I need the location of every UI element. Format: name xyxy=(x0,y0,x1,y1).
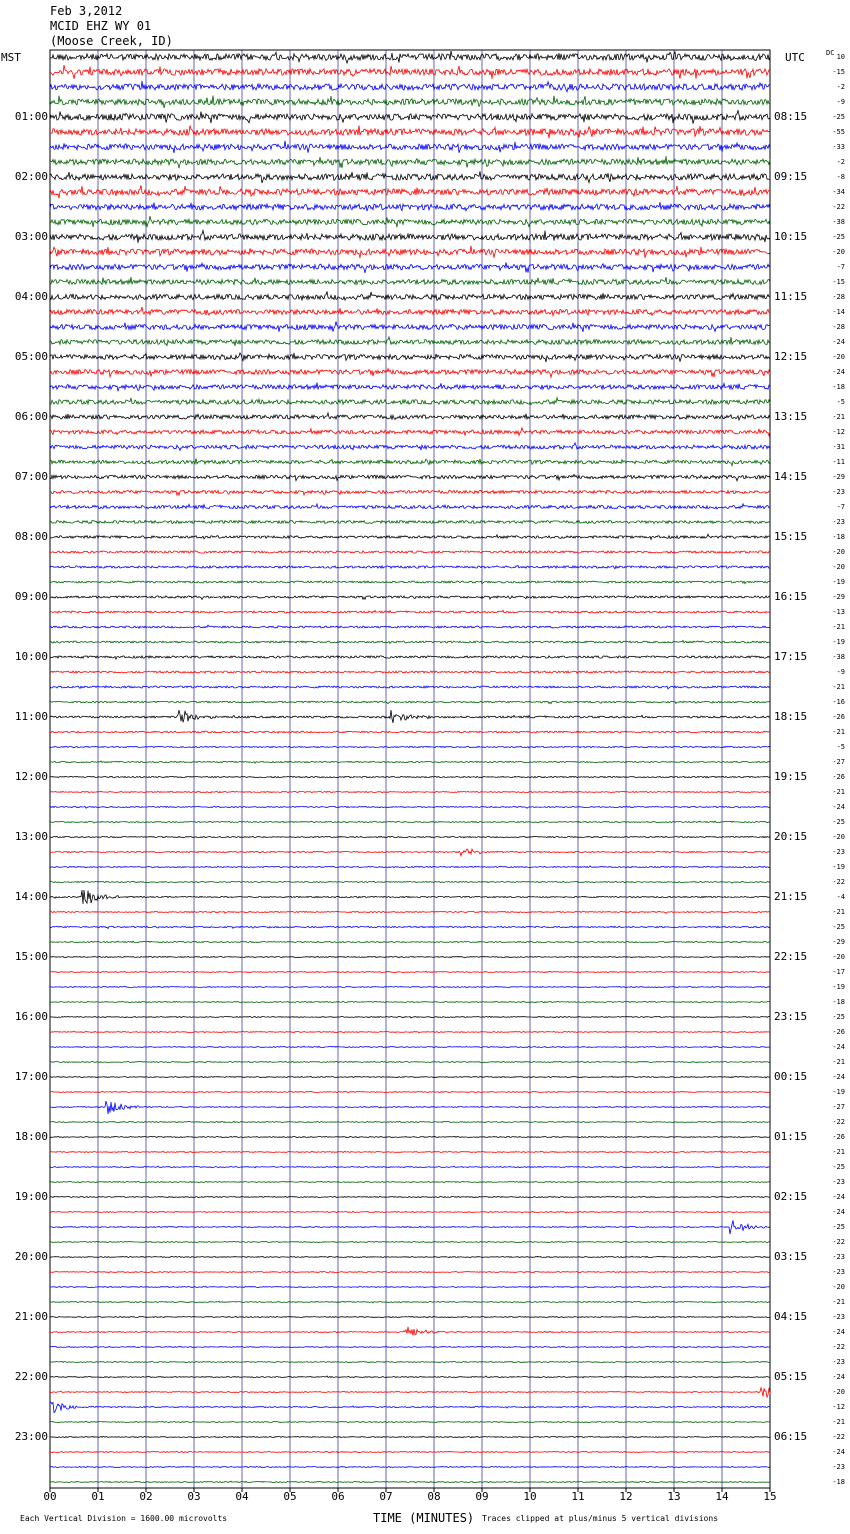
seismic-trace xyxy=(50,1196,770,1197)
dc-offset-value: -29 xyxy=(832,593,845,601)
dc-offset-value: -25 xyxy=(832,923,845,931)
dc-offset-value: -24 xyxy=(832,1043,845,1051)
x-tick-label: 13 xyxy=(667,1490,681,1503)
mst-hour-label: 22:00 xyxy=(14,1370,48,1383)
dc-offset-value: -23 xyxy=(832,488,845,496)
seismic-trace xyxy=(50,881,770,883)
station-location: (Moose Creek, ID) xyxy=(50,34,173,48)
mst-hour-label: 23:00 xyxy=(14,1430,48,1443)
seismic-trace xyxy=(50,1002,770,1003)
dc-offset-value: -24 xyxy=(832,1328,845,1336)
seismic-trace xyxy=(50,1046,770,1047)
dc-offset-value: -21 xyxy=(832,683,845,691)
dc-offset-value: -18 xyxy=(832,1478,845,1486)
seismic-trace xyxy=(50,1327,770,1336)
dc-offset-value: -24 xyxy=(832,1193,845,1201)
dc-offset-value: -5 xyxy=(836,743,845,751)
seismic-trace xyxy=(50,504,770,509)
utc-hour-label: 21:15 xyxy=(774,890,808,903)
seismic-trace xyxy=(50,987,770,988)
seismic-trace xyxy=(50,337,770,346)
record-date: Feb 3,2012 xyxy=(50,4,123,18)
x-tick-label: 14 xyxy=(715,1490,729,1503)
dc-offset-value: -26 xyxy=(832,773,845,781)
seismic-trace xyxy=(50,307,770,316)
dc-offset-value: -20 xyxy=(832,833,845,841)
seismic-trace xyxy=(50,1452,770,1454)
dc-offset-value: -23 xyxy=(832,1178,845,1186)
seismic-trace xyxy=(50,1220,770,1234)
mst-hour-label: 08:00 xyxy=(14,530,48,543)
dc-offset-value: -21 xyxy=(832,728,845,736)
seismic-trace xyxy=(50,610,770,613)
seismic-trace xyxy=(50,731,770,733)
seismic-trace xyxy=(50,171,770,183)
dc-offset-value: -34 xyxy=(832,188,845,196)
seismic-trace xyxy=(50,413,770,420)
seismic-trace xyxy=(50,791,770,793)
seismic-trace xyxy=(50,277,770,285)
dc-offset-value: -29 xyxy=(832,938,845,946)
dc-offset-value: -14 xyxy=(832,308,845,316)
mst-hour-label: 17:00 xyxy=(14,1070,48,1083)
station-code: MCID EHZ WY 01 xyxy=(50,19,152,33)
mst-hour-label: 03:00 xyxy=(14,230,48,243)
mst-hour-label: 09:00 xyxy=(14,590,48,603)
dc-offset-value: -21 xyxy=(832,413,845,421)
dc-offset-value: -22 xyxy=(832,878,845,886)
seismic-trace xyxy=(50,398,770,405)
mst-axis-label: MST xyxy=(1,51,21,64)
utc-hour-label: 00:15 xyxy=(774,1070,808,1083)
dc-offset-value: -23 xyxy=(832,1358,845,1366)
seismic-trace xyxy=(50,761,770,763)
seismic-trace xyxy=(50,1092,770,1093)
seismic-trace xyxy=(50,246,770,258)
dc-offset-value: -20 xyxy=(832,1388,845,1396)
dc-offset-value: -21 xyxy=(832,788,845,796)
x-tick-label: 02 xyxy=(139,1490,153,1503)
dc-offset-value: -38 xyxy=(832,653,845,661)
dc-offset-value: -20 xyxy=(832,563,845,571)
utc-hour-label: 06:15 xyxy=(774,1430,808,1443)
seismic-trace xyxy=(50,911,770,913)
dc-offset-value: -18 xyxy=(832,383,845,391)
seismic-trace xyxy=(50,369,770,378)
seismic-trace xyxy=(50,291,770,300)
dc-offset-value: -20 xyxy=(832,548,845,556)
seismic-trace xyxy=(50,1301,770,1303)
dc-offset-value: -25 xyxy=(832,1163,845,1171)
dc-offset-value: -28 xyxy=(832,323,845,331)
mst-hour-label: 11:00 xyxy=(14,710,48,723)
seismic-trace xyxy=(50,443,770,450)
seismic-trace xyxy=(50,746,770,748)
dc-offset-value: -23 xyxy=(832,848,845,856)
seismic-trace xyxy=(50,1272,770,1273)
dc-offset-value: -27 xyxy=(832,758,845,766)
mst-hour-label: 10:00 xyxy=(14,650,48,663)
utc-hour-label: 04:15 xyxy=(774,1310,808,1323)
x-tick-label: 03 xyxy=(187,1490,201,1503)
seismic-trace xyxy=(50,1402,770,1412)
seismic-trace xyxy=(50,81,770,92)
dc-offset-value: -18 xyxy=(832,998,845,1006)
dc-offset-label: DC xyxy=(826,49,835,57)
dc-offset-value: -9 xyxy=(836,98,845,106)
seismic-trace xyxy=(50,836,770,837)
seismic-trace xyxy=(50,1388,770,1398)
seismic-trace xyxy=(50,231,770,243)
seismic-trace xyxy=(50,65,770,79)
seismic-trace xyxy=(50,849,770,856)
dc-offset-value: -22 xyxy=(832,1433,845,1441)
utc-hour-label: 17:15 xyxy=(774,650,808,663)
seismic-trace xyxy=(50,1437,770,1438)
seismic-trace xyxy=(50,890,770,904)
dc-offset-value: -24 xyxy=(832,338,845,346)
seismic-trace xyxy=(50,625,770,628)
mst-hour-label: 02:00 xyxy=(14,170,48,183)
mst-hour-label: 05:00 xyxy=(14,350,48,363)
dc-offset-value: -7 xyxy=(836,503,845,511)
dc-offset-value: -19 xyxy=(832,638,845,646)
seismic-trace xyxy=(50,1317,770,1318)
seismic-trace xyxy=(50,1121,770,1122)
utc-hour-label: 22:15 xyxy=(774,950,808,963)
dc-offset-value: -21 xyxy=(832,908,845,916)
utc-hour-label: 19:15 xyxy=(774,770,808,783)
seismic-trace xyxy=(50,776,770,777)
seismic-trace xyxy=(50,1361,770,1362)
seismic-trace xyxy=(50,1182,770,1183)
dc-offset-value: -24 xyxy=(832,1073,845,1081)
dc-offset-value: -13 xyxy=(832,608,845,616)
seismic-trace xyxy=(50,51,770,63)
dc-offset-value: -20 xyxy=(832,248,845,256)
mst-hour-label: 18:00 xyxy=(14,1130,48,1143)
seismic-trace xyxy=(50,1287,770,1288)
seismic-trace xyxy=(50,1256,770,1257)
seismic-trace xyxy=(50,1032,770,1033)
dc-offset-value: -33 xyxy=(832,143,845,151)
dc-offset-value: -25 xyxy=(832,113,845,121)
dc-offset-value: -19 xyxy=(832,983,845,991)
dc-offset-value: -2 xyxy=(836,83,845,91)
seismic-trace xyxy=(50,428,770,436)
utc-hour-label: 09:15 xyxy=(774,170,808,183)
seismic-trace xyxy=(50,701,770,704)
dc-offset-value: -22 xyxy=(832,1343,845,1351)
dc-offset-value: -23 xyxy=(832,1253,845,1261)
seismic-trace xyxy=(50,1136,770,1137)
dc-offset-value: -18 xyxy=(832,533,845,541)
x-axis-label: TIME (MINUTES) xyxy=(373,1511,475,1525)
utc-hour-label: 14:15 xyxy=(774,470,808,483)
mst-hour-label: 19:00 xyxy=(14,1190,48,1203)
utc-hour-label: 11:15 xyxy=(774,290,808,303)
x-tick-label: 15 xyxy=(763,1490,777,1503)
seismic-trace xyxy=(50,1151,770,1153)
seismic-trace xyxy=(50,262,770,273)
dc-offset-value: 10 xyxy=(836,53,845,61)
seismic-trace xyxy=(50,565,770,568)
utc-hour-label: 03:15 xyxy=(774,1250,808,1263)
seismic-trace xyxy=(50,806,770,808)
x-tick-label: 11 xyxy=(571,1490,585,1503)
mst-hour-label: 06:00 xyxy=(14,410,48,423)
seismic-trace xyxy=(50,1211,770,1213)
mst-hour-label: 04:00 xyxy=(14,290,48,303)
dc-offset-value: -21 xyxy=(832,1418,845,1426)
dc-offset-value: -24 xyxy=(832,368,845,376)
mst-hour-label: 14:00 xyxy=(14,890,48,903)
dc-offset-value: -55 xyxy=(832,128,845,136)
dc-offset-value: -12 xyxy=(832,1403,845,1411)
seismic-trace xyxy=(50,475,770,481)
dc-offset-value: -31 xyxy=(832,443,845,451)
seismic-trace xyxy=(50,1166,770,1168)
seismic-trace xyxy=(50,866,770,868)
mst-hour-label: 21:00 xyxy=(14,1310,48,1323)
seismic-trace xyxy=(50,322,770,332)
utc-hour-label: 10:15 xyxy=(774,230,808,243)
seismic-trace xyxy=(50,957,770,958)
mst-hour-label: 12:00 xyxy=(14,770,48,783)
dc-offset-value: -9 xyxy=(836,668,845,676)
utc-hour-label: 08:15 xyxy=(774,110,808,123)
dc-offset-value: -20 xyxy=(832,1283,845,1291)
x-tick-label: 08 xyxy=(427,1490,441,1503)
dc-offset-value: -2 xyxy=(836,158,845,166)
dc-offset-value: -21 xyxy=(832,623,845,631)
utc-hour-label: 20:15 xyxy=(774,830,808,843)
x-tick-label: 01 xyxy=(91,1490,105,1503)
seismic-trace xyxy=(50,156,770,168)
seismic-trace xyxy=(50,521,770,524)
dc-offset-value: -11 xyxy=(832,458,845,466)
seismic-trace xyxy=(50,1481,770,1482)
seismic-trace xyxy=(50,710,770,723)
utc-hour-label: 12:15 xyxy=(774,350,808,363)
seismic-trace xyxy=(50,640,770,643)
mst-hour-label: 01:00 xyxy=(14,110,48,123)
dc-offset-value: -26 xyxy=(832,1028,845,1036)
dc-offset-value: -28 xyxy=(832,293,845,301)
dc-offset-value: -20 xyxy=(832,953,845,961)
utc-hour-label: 16:15 xyxy=(774,590,808,603)
seismic-trace xyxy=(50,581,770,584)
dc-offset-value: -23 xyxy=(832,1313,845,1321)
seismic-trace xyxy=(50,1376,770,1378)
seismic-trace xyxy=(50,110,770,123)
dc-offset-value: -19 xyxy=(832,578,845,586)
dc-offset-value: -21 xyxy=(832,1058,845,1066)
seismic-trace xyxy=(50,534,770,539)
seismic-trace xyxy=(50,596,770,600)
seismic-trace xyxy=(50,216,770,227)
mst-hour-label: 15:00 xyxy=(14,950,48,963)
seismic-trace xyxy=(50,202,770,211)
clipping-note: Traces clipped at plus/minus 5 vertical divisions xyxy=(482,1514,719,1523)
mst-hour-label: 20:00 xyxy=(14,1250,48,1263)
dc-offset-value: -16 xyxy=(832,698,845,706)
x-tick-label: 05 xyxy=(283,1490,297,1503)
seismic-trace xyxy=(50,551,770,553)
dc-offset-value: -23 xyxy=(832,1268,845,1276)
mst-hour-label: 13:00 xyxy=(14,830,48,843)
dc-offset-value: -24 xyxy=(832,1448,845,1456)
seismic-trace xyxy=(50,941,770,943)
dc-offset-value: -21 xyxy=(832,1148,845,1156)
seismic-trace xyxy=(50,686,770,689)
seismic-trace xyxy=(50,821,770,823)
mst-hour-label: 16:00 xyxy=(14,1010,48,1023)
dc-offset-value: -29 xyxy=(832,473,845,481)
seismic-trace xyxy=(50,1422,770,1423)
x-tick-label: 09 xyxy=(475,1490,489,1503)
seismic-trace xyxy=(50,671,770,673)
x-tick-label: 10 xyxy=(523,1490,537,1503)
dc-offset-value: -24 xyxy=(832,803,845,811)
dc-offset-value: -7 xyxy=(836,263,845,271)
utc-hour-label: 01:15 xyxy=(774,1130,808,1143)
seismic-trace xyxy=(50,96,770,108)
dc-offset-value: -17 xyxy=(832,968,845,976)
dc-offset-value: -19 xyxy=(832,863,845,871)
dc-offset-value: -12 xyxy=(832,428,845,436)
utc-hour-label: 18:15 xyxy=(774,710,808,723)
seismic-trace xyxy=(50,1101,770,1114)
dc-offset-value: -20 xyxy=(832,353,845,361)
dc-offset-value: -22 xyxy=(832,1238,845,1246)
seismic-trace xyxy=(50,971,770,973)
dc-offset-value: -22 xyxy=(832,1118,845,1126)
x-tick-label: 07 xyxy=(379,1490,393,1503)
vertical-division-note: Each Vertical Division = 1600.00 microvolts xyxy=(20,1514,228,1523)
dc-offset-value: -26 xyxy=(832,1133,845,1141)
dc-offset-value: -25 xyxy=(832,1013,845,1021)
utc-axis-label: UTC xyxy=(785,51,805,64)
seismic-trace xyxy=(50,1017,770,1019)
seismic-trace xyxy=(50,1467,770,1468)
dc-offset-value: -21 xyxy=(832,1298,845,1306)
dc-offset-value: -19 xyxy=(832,1088,845,1096)
x-tick-label: 00 xyxy=(43,1490,57,1503)
dc-offset-value: -25 xyxy=(832,1223,845,1231)
seismic-trace xyxy=(50,1347,770,1348)
seismic-trace xyxy=(50,125,770,138)
seismic-trace xyxy=(50,458,770,465)
seismic-trace xyxy=(50,185,770,198)
dc-offset-value: -25 xyxy=(832,818,845,826)
dc-offset-value: -8 xyxy=(836,173,845,181)
dc-offset-value: -15 xyxy=(832,278,845,286)
utc-hour-label: 23:15 xyxy=(774,1010,808,1023)
seismic-trace xyxy=(50,490,770,495)
seismic-trace xyxy=(50,353,770,362)
seismic-trace xyxy=(50,141,770,153)
utc-hour-label: 02:15 xyxy=(774,1190,808,1203)
dc-offset-value: -25 xyxy=(832,233,845,241)
mst-hour-label: 07:00 xyxy=(14,470,48,483)
dc-offset-value: -38 xyxy=(832,218,845,226)
dc-offset-value: -24 xyxy=(832,1373,845,1381)
seismic-trace xyxy=(50,1242,770,1243)
dc-offset-value: -5 xyxy=(836,398,845,406)
x-tick-label: 06 xyxy=(331,1490,345,1503)
seismic-trace xyxy=(50,383,770,392)
dc-offset-value: -4 xyxy=(836,893,845,901)
seismic-trace xyxy=(50,656,770,659)
x-tick-label: 04 xyxy=(235,1490,249,1503)
utc-hour-label: 13:15 xyxy=(774,410,808,423)
dc-offset-value: -22 xyxy=(832,203,845,211)
dc-offset-value: -23 xyxy=(832,518,845,526)
seismic-trace xyxy=(50,1076,770,1078)
seismic-trace xyxy=(50,1062,770,1063)
dc-offset-value: -26 xyxy=(832,713,845,721)
dc-offset-value: -27 xyxy=(832,1103,845,1111)
seismic-trace xyxy=(50,926,770,928)
dc-offset-value: -24 xyxy=(832,1208,845,1216)
x-tick-label: 12 xyxy=(619,1490,633,1503)
dc-offset-value: -23 xyxy=(832,1463,845,1471)
utc-hour-label: 05:15 xyxy=(774,1370,808,1383)
dc-offset-value: -15 xyxy=(832,68,845,76)
utc-hour-label: 15:15 xyxy=(774,530,808,543)
